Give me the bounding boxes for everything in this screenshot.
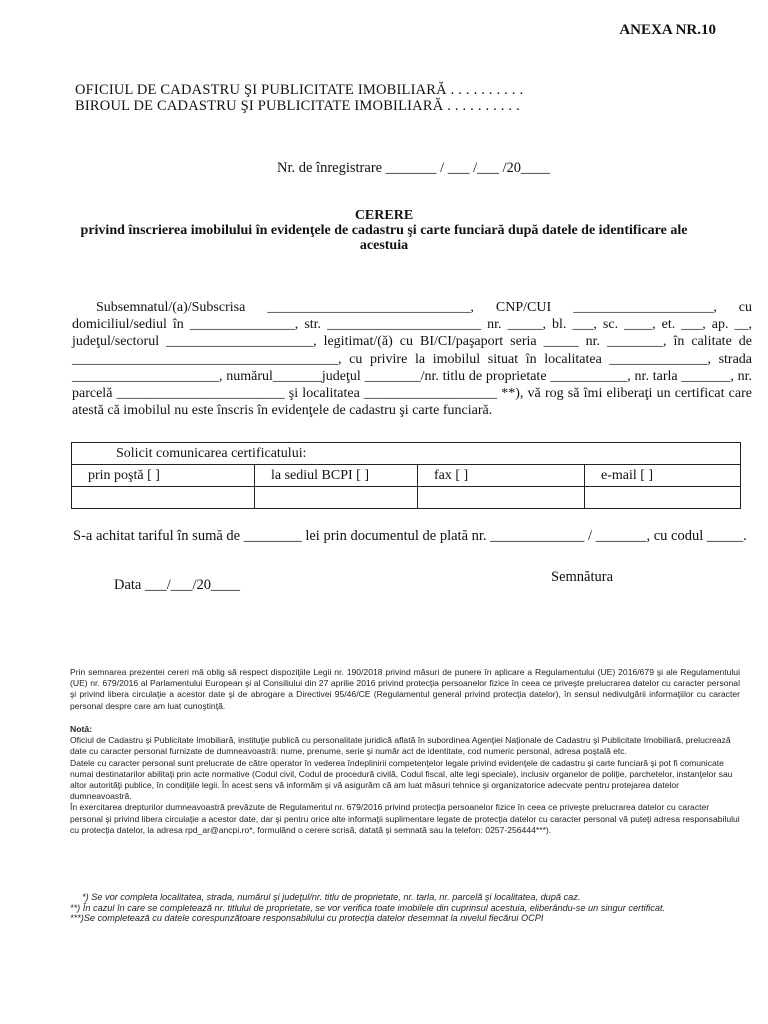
office-name-bcpi: BIROUL DE CADASTRU ŞI PUBLICITATE IMOBILIARĂ . . . . . . . . . .: [75, 98, 520, 114]
notes-paragraph: Oficiul de Cadastru şi Publicitate Imobiliară, instituţie publică cu personalitate juridică aflată în subordinea Agenţiei Naţionale de Cadastru şi Publicitate Imobiliară, prelucrează date cu caracter personal furnizate de dumneavoastră: nume, prenume, serie şi număr act de identitate, cod numeric personal, adresa poştală etc.: [70, 735, 731, 757]
footnotes: [70, 892, 740, 924]
gdpr-statement: Prin semnarea prezentei cereri mă oblig să respect dispoziţiile Legii nr. 190/2018 privind măsuri de punere în aplicare a Regulamentului (UE) 2016/679 şi ale Regulamentului (UE) nr. 679/2016 al Parlamentului European şi al Consiliului din 27 aprilie 2016 privind protecţia persoanelor fizice în ceea ce priveşte prelucrarea datelor cu caracter personal şi privind libera circulaţie a acestor date şi de abrogare a Directivei 95/46/CE (Regulamentul general privind protecţia datelor), în sensul nedivulgării informaţiilor cu caracter personal despre care am luat cunoştinţă.: [70, 667, 740, 711]
title-main: CERERE: [354, 208, 414, 223]
data-protection-notes: [70, 724, 740, 836]
registration-number-field: Nr. de înregistrare _______ / ___ /___ /20____: [277, 160, 551, 176]
office-name-ocpi: OFICIUL DE CADASTRU ŞI PUBLICITATE IMOBILIARĂ . . . . . . . . . .: [75, 82, 524, 98]
option-bcpi-cell: [255, 487, 418, 509]
option-bcpi-office: la sediul BCPI [ ]: [255, 465, 418, 487]
date-field: Data ___/___/20____: [114, 577, 241, 593]
title-subtitle: privind înscrierea imobilului în evidenţele de cadastru şi carte funciară după datele de identificare ale acestuia: [80, 223, 688, 253]
notes-title: Notă:: [70, 724, 92, 734]
option-post: prin poştă [ ]: [72, 465, 255, 487]
communication-header: Solicit comunicarea certificatului:: [72, 443, 741, 465]
communication-method-table: [71, 442, 741, 509]
payment-statement: S-a achitat tariful în sumă de ________ lei prin documentul de plată nr. _____________ / _______, cu codul _____.: [73, 528, 747, 544]
option-email-cell: [585, 487, 741, 509]
footnote-2: **) În cazul în care se completează nr. titlului de proprietate, se vor verifica toate imobilele din cuprinsul acestuia, eliberându-se un singur certificat.: [70, 902, 666, 913]
option-email: e-mail [ ]: [585, 465, 741, 487]
footnote-1: *) Se vor completa localitatea, strada, numărul şi judeţul/nr. titlu de proprietate, nr. tarla, nr. parcelă şi localitatea, după caz.: [82, 892, 581, 902]
request-body-text: Subsemnatul/(a)/Subscrisa _____________________________, CNP/CUI ____________________, cu domiciliul/sediul în _______________, str. ______________________ nr. _____, bl. ___, sc. ____, et. ___, ap. __, judeţul/sectorul _____________________, legitimat/(ă) cu BI/CI/paşaport seria _____ nr. ________, în calitate de ______________________________________, cu privire la imobilul situat în localitatea ______________, strada _____________________, numărul_______judeţul ________/nr. titlu de proprietate ___________, nr. tarla _______, nr. parcelă ________________________ şi localitatea ___________________ **), vă rog să îmi eliberaţi un certificat care atestă că imobilul nu este înscris în evidenţele de cadastru şi carte funciară.: [72, 300, 752, 419]
annex-number: ANEXA NR.10: [619, 22, 716, 38]
footnote-3: ***)Se completează cu datele corespunzătoare responsabilului cu protecţia datelor desemnat la nivelul fiecărui OCPI: [70, 913, 544, 924]
option-post-cell: [72, 487, 255, 509]
request-body: [72, 299, 752, 419]
option-fax: fax [ ]: [418, 465, 585, 487]
notes-paragraph: Datele cu caracter personal sunt prelucrate de către operator în vederea îndeplinirii competenţelor legale privind evidenţele de cadastru şi carte funciară şi pot fi comunicate numai destinatarilor abilitaţi prin acte normative (Codul civil, Codul de procedură civilă, Codul fiscal, alte legi speciale), inclusiv organelor de poliţie, parchetelor, instanţelor sau altor autorităţi publice, în condiţiile legii. În acest sens vă informăm şi vă asigurăm că am luat măsuri tehnice şi organizatorice adecvate pentru protejarea datelor dumneavoastră.: [70, 757, 733, 802]
document-title: [60, 208, 708, 253]
option-fax-cell: [418, 487, 585, 509]
signature-label: Semnătura: [551, 569, 614, 585]
notes-paragraph: În exercitarea drepturilor dumneavoastră prevăzute de Regulamentul nr. 679/2016 privind protecţia persoanelor fizice în ceea ce priveşte prelucrarea datelor cu caracter personal şi privind libera circulaţie a acestor date, dar şi pentru orice alte informaţii suplimentare legate de protecţia datelor cu caracter personal vă puteţi adresa responsabilului cu protecţia datelor, la adresa rpd_ar@ancpi.ro*, formulând o cerere scrisă, datată şi semnată sau la telefon: 0257-256444***).: [70, 802, 740, 835]
